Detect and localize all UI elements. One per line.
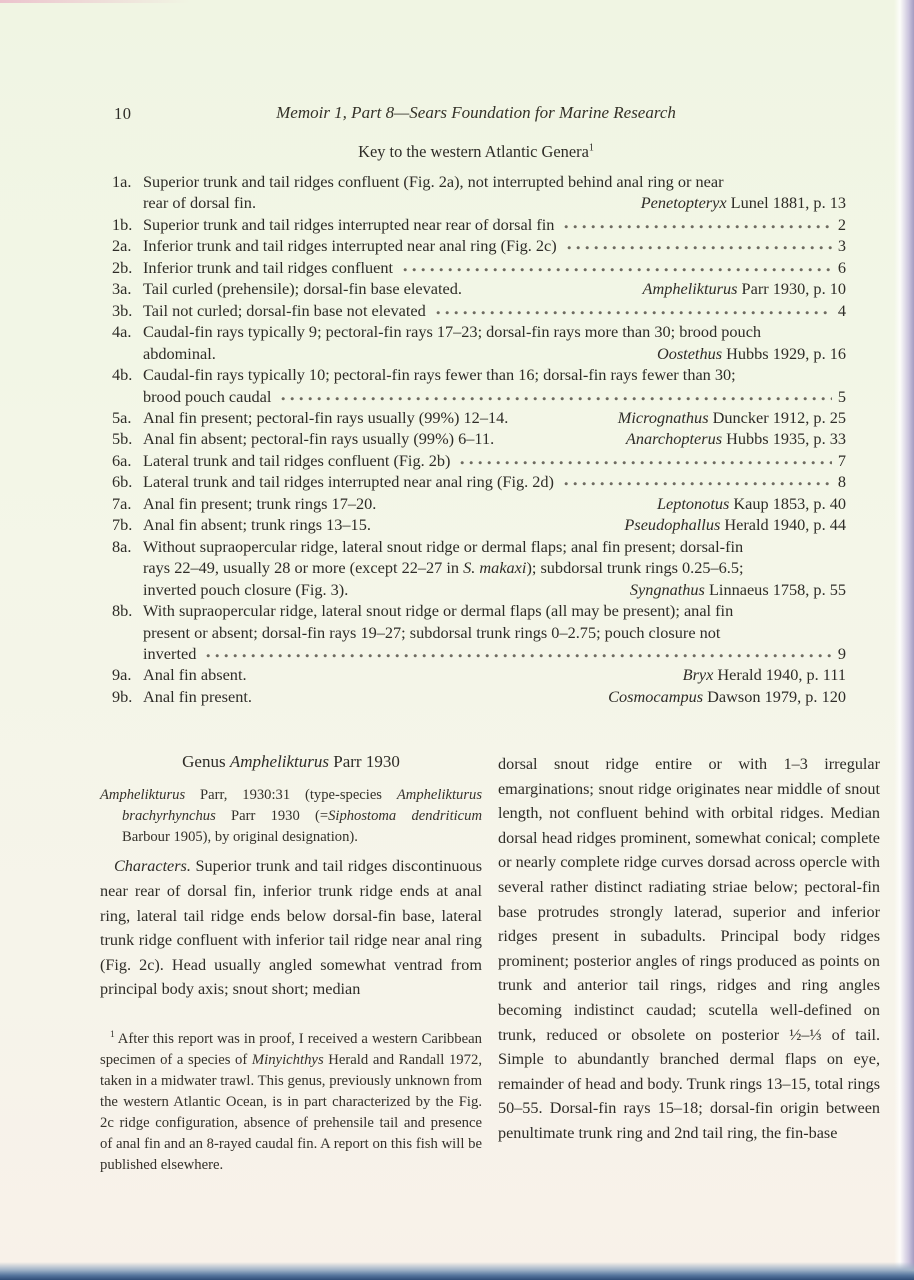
- key-entry: [112, 171, 846, 214]
- key-entry-line: abdominal. Oostethus Hubbs 1929, p. 16: [143, 343, 846, 363]
- key-target-number: 8: [837, 472, 846, 492]
- key-entry-label: 5a.: [112, 407, 132, 427]
- key-entry: [112, 600, 846, 664]
- key-entry: [112, 364, 846, 407]
- key-entry-label: 7b.: [112, 515, 133, 535]
- key-entry-line: Tail not curled; dorsal-fin base not elevated 4: [143, 300, 846, 320]
- characters-continuation: dorsal snout ridge entire or with 1–3 irregular emarginations; snout ridge originates near middle of snout length, not confluent behind with orbital ridges. Median dorsal head ridges prominent, somewhat conical; complete or nearly complete ridge curves dorsad across opercle with several rather distinct radiating striae below; pectoral-fin base protrudes strongly laterad, superior and inferior ridges present in subadults. Principal body ridges prominent; posterior angles of rings produced as points on trunk and anterior tail rings, ridges and ring angles becoming indistinct caudad; scutella well-defined on trunk, reduced or obsolete on posterior ½–⅓ of tail. Simple to abundantly branched dermal flaps on eye, remainder of head and body. Trunk rings 13–15, total rings 50–55. Dorsal-fin rays 15–18; dorsal-fin origin between penultimate trunk ring and 2nd tail ring, the fin-base: [498, 755, 880, 1142]
- key-entry: [112, 493, 846, 514]
- key-entry-line: With supraopercular ridge, lateral snout ridge or dermal flaps (all may be present); anal fin: [143, 601, 734, 621]
- key-entry-label: 3a.: [112, 279, 132, 299]
- key-target-number: 4: [837, 300, 846, 320]
- key-target-number: 7: [837, 450, 846, 470]
- key-entry-label: 8b.: [112, 601, 133, 621]
- key-entry-line: Tail curled (prehensile); dorsal-fin base elevated. Amphelikturus Parr 1930, p. 10: [143, 279, 846, 299]
- key-entry-line: Superior trunk and tail ridges confluent (Fig. 2a), not interrupted behind anal ring or near: [143, 172, 724, 191]
- key-entry-label: 1a.: [112, 172, 132, 191]
- genus-section: [100, 752, 880, 1176]
- dotted-leader: [564, 214, 831, 235]
- genus-citation: Anarchopterus Hubbs 1935, p. 33: [625, 429, 846, 449]
- key-entry-line: brood pouch caudal 5: [143, 386, 846, 406]
- key-entries: [112, 171, 846, 707]
- key-title: [112, 142, 840, 162]
- key-entry: [112, 257, 846, 278]
- dotted-leader: [436, 300, 832, 321]
- genus-citation: Pseudophallus Herald 1940, p. 44: [624, 515, 846, 535]
- key-entry-label: 6a.: [112, 450, 132, 470]
- page-number: 10: [114, 104, 132, 123]
- key-entry-label: 4a.: [112, 322, 132, 342]
- key-entry: [112, 686, 846, 707]
- key-entry: [112, 214, 846, 235]
- key-entry-line: Without supraopercular ridge, lateral snout ridge or dermal flaps; anal fin present; dorsal-fin: [143, 536, 744, 556]
- key-entry-line: Anal fin present. Cosmocampus Dawson 1979, p. 120: [143, 686, 846, 706]
- right-column: [498, 752, 880, 1176]
- dotted-leader: [403, 257, 832, 278]
- key-entry: [112, 536, 846, 600]
- dotted-leader: [567, 235, 832, 256]
- key-entry-label: 8a.: [112, 536, 132, 556]
- key-entry-label: 3b.: [112, 300, 133, 320]
- key-entry-label: 5b.: [112, 429, 133, 449]
- key-entry-line: Lateral trunk and tail ridges confluent (Fig. 2b) 7: [143, 450, 846, 470]
- genus-citation: Bryx Herald 1940, p. 111: [682, 665, 846, 685]
- key-entry: [112, 428, 846, 449]
- dotted-leader: [206, 643, 832, 664]
- key-entry-line: Inferior trunk and tail ridges confluent 6: [143, 257, 846, 277]
- dotted-leader: [281, 386, 831, 407]
- key-entry-line: inverted 9: [143, 643, 846, 663]
- key-entry-line: Lateral trunk and tail ridges interrupted near anal ring (Fig. 2d) 8: [143, 472, 846, 492]
- key-entry-label: 9b.: [112, 686, 133, 706]
- key-entry-line: Anal fin present; pectoral-fin rays usually (99%) 12–14. Micrognathus Duncker 1912, p. 25: [143, 407, 846, 427]
- genus-citation: Penetopteryx Lunel 1881, p. 13: [640, 193, 846, 213]
- genus-citation: Cosmocampus Dawson 1979, p. 120: [608, 686, 846, 706]
- key-entry-line: inverted pouch closure (Fig. 3). Syngnathus Linnaeus 1758, p. 55: [143, 579, 846, 599]
- key-entry: [112, 450, 846, 471]
- key-entry: [112, 471, 846, 492]
- key-entry: [112, 300, 846, 321]
- page-edge-bottom: [0, 1262, 914, 1280]
- key-entry-line: Superior trunk and tail ridges interrupted near rear of dorsal fin 2: [143, 214, 846, 234]
- key-entry-line: Anal fin absent. Bryx Herald 1940, p. 111: [143, 665, 846, 685]
- footnote: [100, 1025, 482, 1176]
- key-entry-line: Anal fin present; trunk rings 17–20. Leptonotus Kaup 1853, p. 40: [143, 493, 846, 513]
- genus-citation: Oostethus Hubbs 1929, p. 16: [656, 343, 846, 363]
- synonymy-paragraph: Amphelikturus Parr, 1930:31 (type-species Amphelikturus brachyrhynchus Parr 1930 (=Siphostoma dendriticum Barbour 1905), by original designation).: [100, 787, 482, 845]
- key-entry-label: 6b.: [112, 472, 133, 492]
- key-target-number: 9: [837, 643, 846, 663]
- key-entry-label: 2a.: [112, 236, 132, 256]
- page-edge-right: [894, 0, 914, 1280]
- dotted-leader: [564, 471, 832, 492]
- key-entry-label: 1b.: [112, 214, 133, 234]
- key-target-number: 6: [837, 257, 846, 277]
- key-entry-line: rear of dorsal fin. Penetopteryx Lunel 1881, p. 13: [143, 193, 846, 213]
- key-target-number: 3: [837, 236, 846, 256]
- key-target-number: 5: [837, 386, 846, 406]
- page-edge-top: [0, 0, 190, 3]
- key-entry-line: present or absent; dorsal-fin rays 19–27; subdorsal trunk rings 0–2.75; pouch closure not: [143, 622, 721, 642]
- key-entry-label: 4b.: [112, 365, 133, 385]
- key-entry: [112, 514, 846, 535]
- key-entry-line: rays 22–49, usually 28 or more (except 22–27 in S. makaxi); subdorsal trunk rings 0.25–6.5;: [143, 558, 744, 578]
- key-title-footnote-marker: 1: [588, 142, 594, 154]
- genus-citation: Leptonotus Kaup 1853, p. 40: [656, 493, 846, 513]
- page-header: [112, 103, 840, 123]
- key-entry-label: 7a.: [112, 493, 132, 513]
- left-column: [100, 752, 482, 1176]
- key-target-number: 2: [837, 214, 846, 234]
- key-entry-line: Caudal-fin rays typically 10; pectoral-fin rays fewer than 16; dorsal-fin rays fewer than 30;: [143, 365, 736, 385]
- key-entry-line: Caudal-fin rays typically 9; pectoral-fin rays 17–23; dorsal-fin rays more than 30; brood pouch: [143, 322, 762, 342]
- characters-paragraph: Characters. Superior trunk and tail ridges discontinuous near rear of dorsal fin, inferior trunk ridge ends at anal ring, lateral tail ridge ends below dorsal-fin base, lateral trunk ridge confluent with inferior tail ridge near anal ring (Fig. 2c). Head usually angled somewhat ventrad from principal body axis; snout short; median: [100, 857, 482, 999]
- genus-citation: Syngnathus Linnaeus 1758, p. 55: [629, 579, 846, 599]
- key-entry-label: 2b.: [112, 257, 133, 277]
- key-entry-line: Inferior trunk and tail ridges interrupted near anal ring (Fig. 2c) 3: [143, 236, 846, 256]
- running-head: Memoir 1, Part 8—Sears Foundation for Marine Research: [276, 103, 676, 122]
- key-entry-line: Anal fin absent; pectoral-fin rays usually (99%) 6–11. Anarchopterus Hubbs 1935, p. 33: [143, 429, 846, 449]
- genus-citation: Micrognathus Duncker 1912, p. 25: [617, 407, 846, 427]
- key-entry-label: 9a.: [112, 665, 132, 685]
- footnote-text: After this report was in proof, I received a western Caribbean specimen of a species of Minyichthys Herald and Randall 1972, taken in a midwater trawl. This genus, previously unknown from the western Atlantic Ocean, is in part characterized by the Fig. 2c ridge configuration, absence of prehensile tail and presence of anal fin and an 8-rayed caudal fin. A report on this fish will be published elsewhere.: [100, 1030, 482, 1173]
- genus-citation: Amphelikturus Parr 1930, p. 10: [642, 279, 846, 299]
- key-entry: [112, 407, 846, 428]
- genus-heading: Genus Amphelikturus Parr 1930: [182, 752, 400, 771]
- dotted-leader: [460, 450, 831, 471]
- key-entry: [112, 321, 846, 364]
- key-entry: [112, 235, 846, 256]
- key-entry-line: Anal fin absent; trunk rings 13–15. Pseudophallus Herald 1940, p. 44: [143, 515, 846, 535]
- footnote-marker: 1: [110, 1029, 115, 1040]
- key-entry: [112, 278, 846, 299]
- key-entry: [112, 664, 846, 685]
- key-title-text: Key to the western Atlantic Genera: [358, 142, 589, 161]
